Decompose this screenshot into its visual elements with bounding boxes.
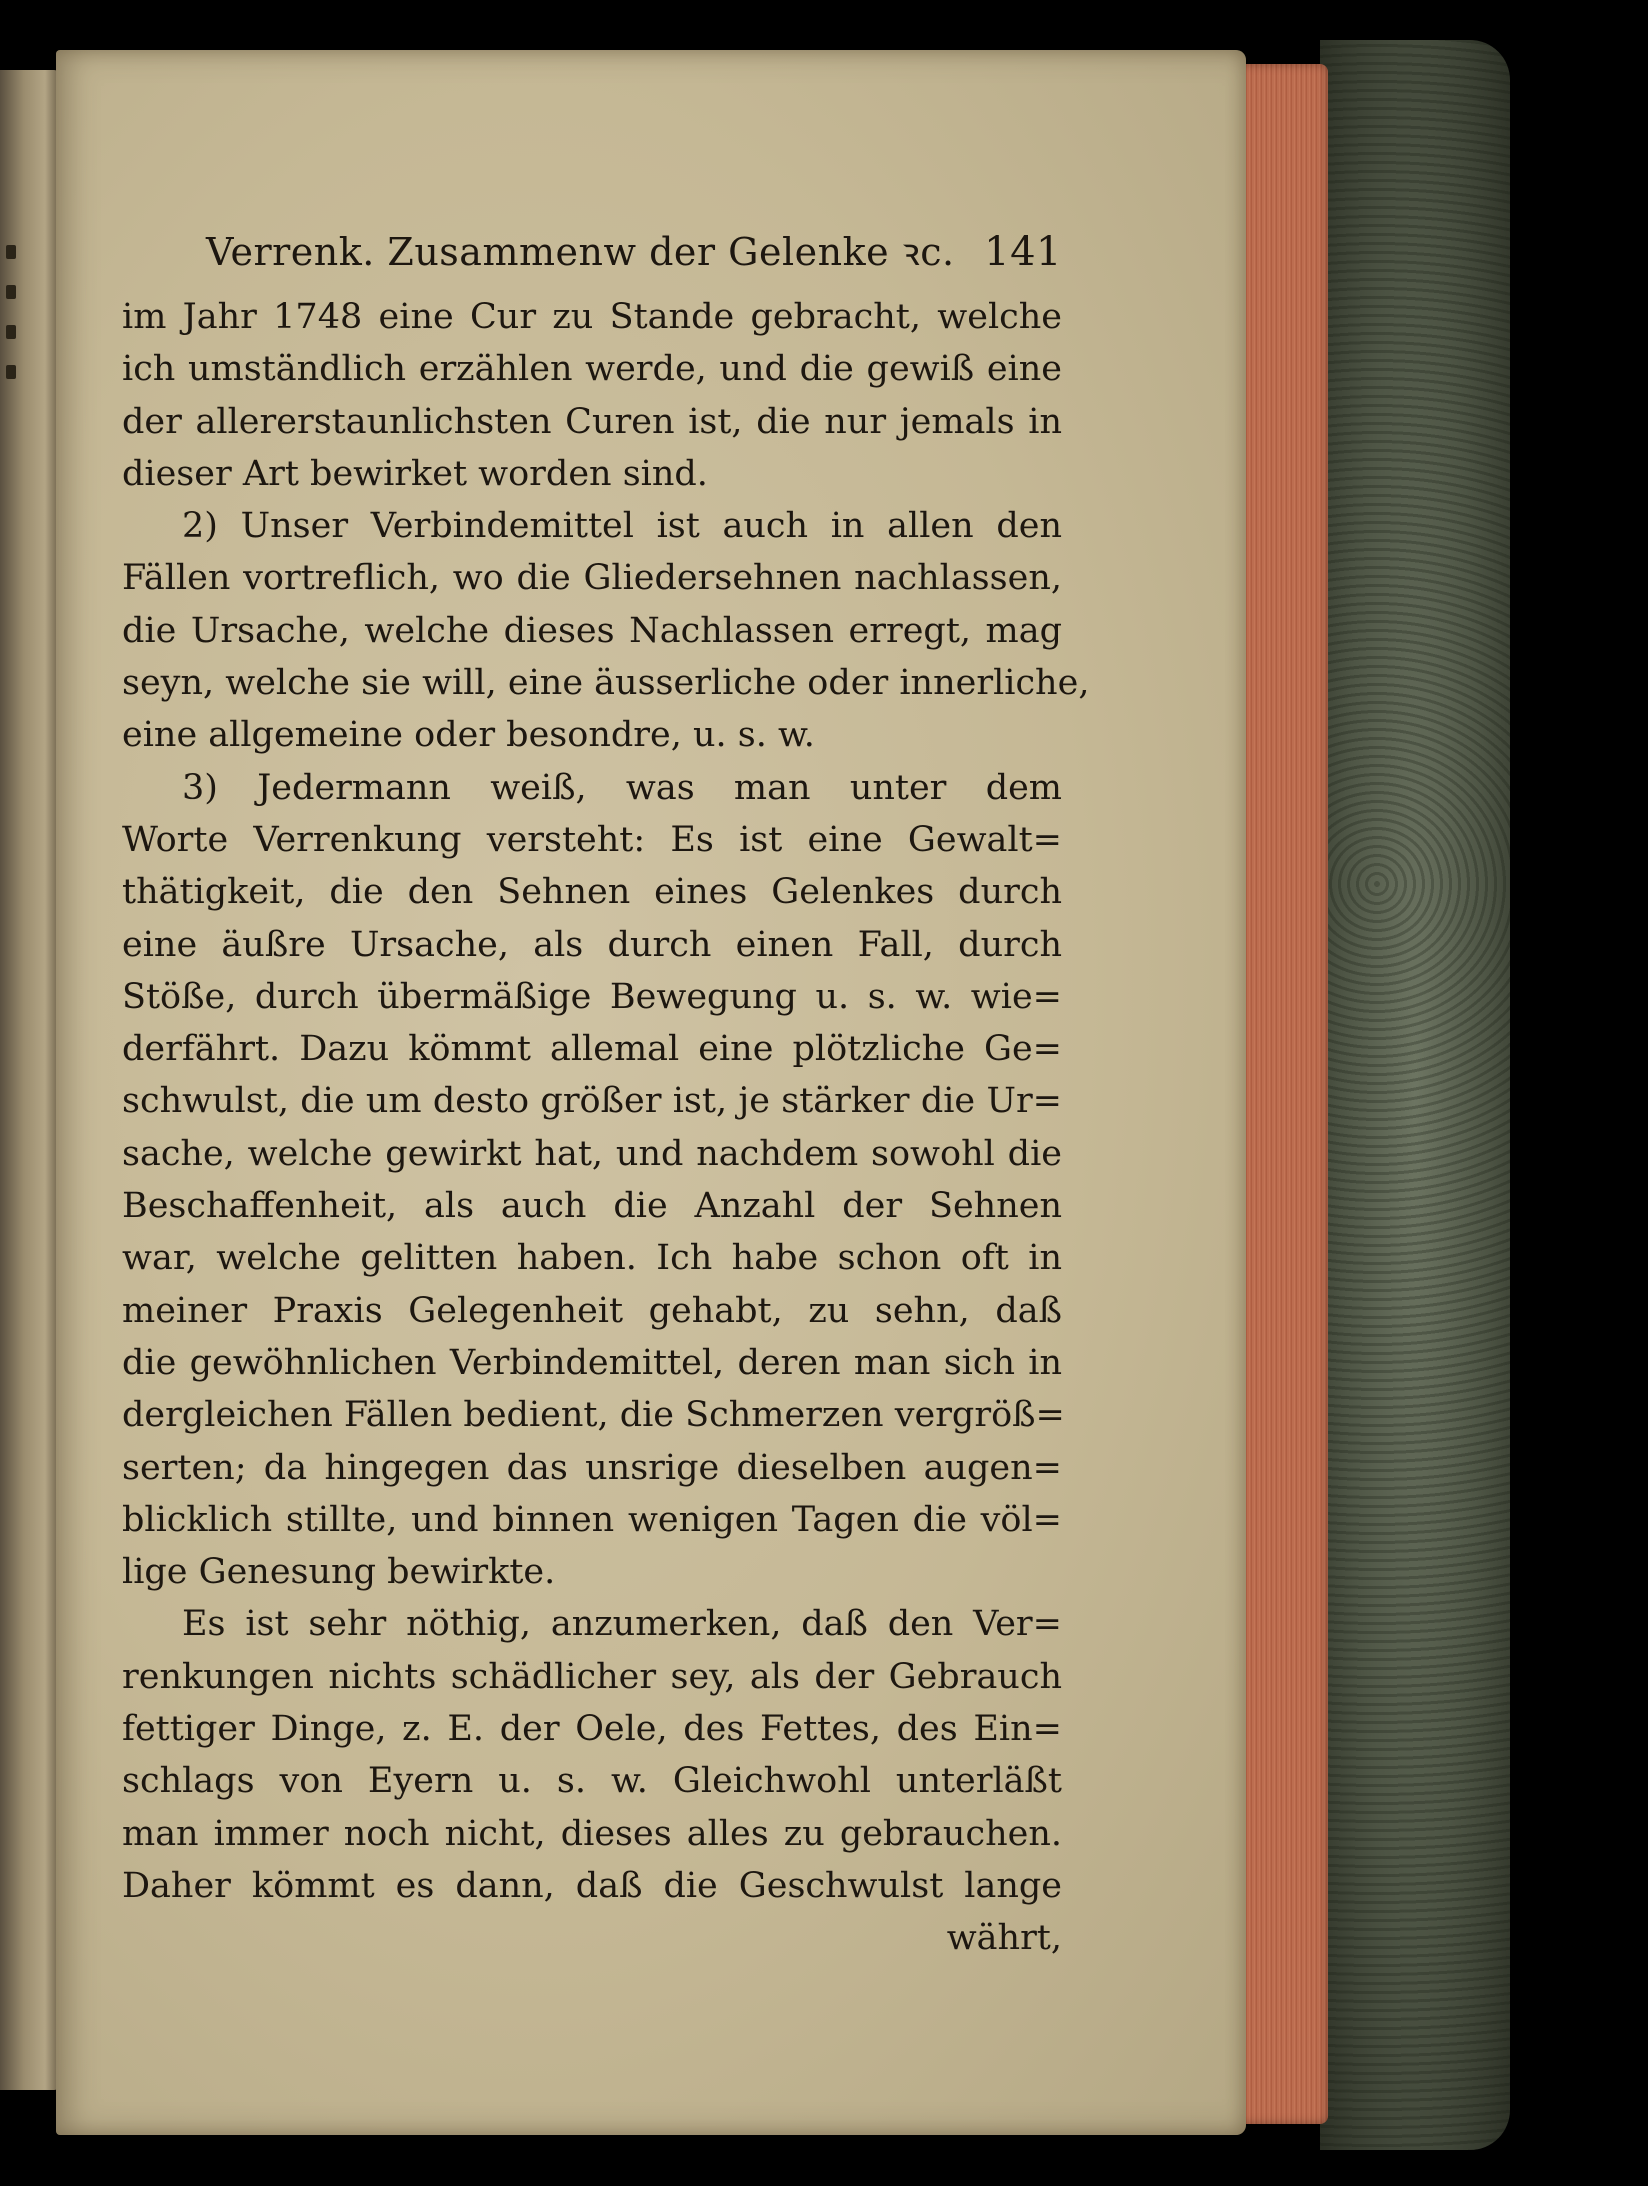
text-line: dieser Art bewirket worden sind.: [122, 453, 708, 494]
left-page-fragment: [6, 365, 16, 379]
left-page-fragment: [6, 245, 16, 259]
catchword: währt,: [946, 1918, 1062, 1959]
text-line: Beschaffenheit, als auch die Anzahl der Sehnen: [122, 1186, 1062, 1227]
text-line: serten; da hingegen das unsrige dieselben augen=: [122, 1447, 1062, 1488]
page-text: [122, 225, 1090, 1965]
text-line: der allererstaunlichsten Curen ist, die nur jemals in: [122, 401, 1062, 442]
text-line: Stöße, durch übermäßige Bewegung u. s. w. wie=: [122, 976, 1062, 1017]
text-line: Fällen vortreflich, wo die Gliedersehnen nachlassen,: [122, 558, 1062, 599]
text-line: Daher kömmt es dann, daß die Geschwulst lange: [122, 1865, 1062, 1906]
text-line: Es ist sehr nöthig, anzumerken, daß den Ver=: [182, 1604, 1062, 1645]
text-line: schlags von Eyern u. s. w. Gleichwohl unterläßt: [122, 1761, 1062, 1802]
text-line: lige Genesung bewirkte.: [122, 1552, 556, 1593]
text-line: eine äußre Ursache, als durch einen Fall, durch: [122, 924, 1062, 965]
text-line: seyn, welche sie will, eine äusserliche oder innerliche,: [122, 663, 1090, 704]
text-line: derfährt. Dazu kömmt allemal eine plötzliche Ge=: [122, 1029, 1062, 1070]
book-cover: [1320, 40, 1510, 2150]
text-line: dergleichen Fällen bedient, die Schmerzen vergröß=: [122, 1395, 1065, 1436]
left-page-fragment: [6, 325, 16, 339]
text-line: 2) Unser Verbindemittel ist auch in allen den: [182, 506, 1062, 547]
text-line: fettiger Dinge, z. E. der Oele, des Fettes, des Ein=: [122, 1709, 1062, 1750]
left-page-edge: [0, 70, 60, 2090]
text-line: Worte Verrenkung versteht: Es ist eine Gewalt=: [122, 819, 1062, 860]
text-line: die gewöhnlichen Verbindemittel, deren man sich in: [122, 1342, 1062, 1383]
text-line: thätigkeit, die den Sehnen eines Gelenkes durch: [122, 872, 1062, 913]
text-line: 3) Jedermann weiß, was man unter dem: [182, 767, 1062, 808]
left-page-fragment: [6, 285, 16, 299]
text-line: sache, welche gewirkt hat, und nachdem sowohl die: [122, 1133, 1062, 1174]
running-header: [122, 225, 1062, 291]
text-line: eine allgemeine oder besondre, u. s. w.: [122, 715, 815, 756]
text-line: im Jahr 1748 eine Cur zu Stande gebracht, welche: [122, 297, 1062, 337]
text-line: war, welche gelitten haben. Ich habe schon oft in: [122, 1238, 1062, 1279]
text-line: schwulst, die um desto größer ist, je stärker die Ur=: [122, 1081, 1062, 1122]
running-title: Verrenk. Zusammenw der Gelenke ꝛc.: [206, 230, 955, 274]
text-line: blicklich stillte, und binnen wenigen Tagen die völ=: [122, 1499, 1062, 1540]
page-number: 141: [984, 229, 1062, 275]
text-line: die Ursache, welche dieses Nachlassen erregt, mag: [122, 610, 1062, 651]
page-edges: [1238, 64, 1328, 2124]
text-line: ich umständlich erzählen werde, und die gewiß eine: [122, 349, 1062, 390]
text-line: renkungen nichts schädlicher sey, als der Gebrauch: [122, 1656, 1062, 1697]
text-line: man immer noch nicht, dieses alles zu gebrauchen.: [122, 1813, 1062, 1854]
text-line: meiner Praxis Gelegenheit gehabt, zu sehn, daß: [122, 1290, 1062, 1331]
